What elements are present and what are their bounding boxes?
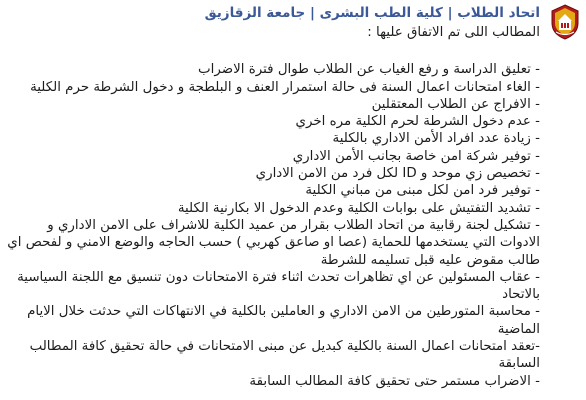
post-intro: المطالب اللى تم الاتفاق عليها : xyxy=(367,25,540,40)
demand-item: - الاضراب مستمر حتى تحقيق كافة المطالب السابقة xyxy=(249,373,540,389)
crest-icon xyxy=(550,4,580,40)
demand-item: - زيادة عدد افراد الأمن الاداري بالكلية xyxy=(332,131,540,147)
demand-item: - الافراج عن الطلاب المعتقلين xyxy=(371,96,540,112)
demands-list xyxy=(6,61,540,390)
demand-item: - تشكيل لجنة رقابية من اتحاد الطلاب بقرار من عميد الكلية للاشراف على الامن الاداري و الادوات التي يستخدمها للحماية (عصا او صاعق كهربي ) حسب الحاجه والوضع الامني و لفحص اي طالب مقوض عليه قبل تسليمه للشرطة xyxy=(7,217,540,268)
demand-item: - تشديد التفتيش على بوابات الكلية وعدم الدخول الا بكارنية الكلية xyxy=(177,200,540,216)
demand-item: - تخصيص زي موحد و ID لكل فرد من الامن الاداري xyxy=(255,166,540,182)
demand-item: - عقاب المسئولين عن اي تظاهرات تحدث اثناء فترة الامتحانات دون تنسيق مع اللجنة السياسية بالاتحاد xyxy=(17,269,540,303)
demand-item: -تعقد امتحانات اعمال السنة بالكلية كبديل عن مبنى الامتحانات في حالة تحقيق كافة المطالب السابقة xyxy=(29,339,540,372)
demand-item: - محاسبة المتورطين من الامن الاداري و العاملين بالكلية في الانتهاكات التي حدثت خلال الايام الماضية xyxy=(27,304,540,337)
student-union-logo-avatar[interactable] xyxy=(550,4,580,40)
post-body xyxy=(6,24,540,390)
demand-item: - الغاء امتحانات اعمال السنة فى حالة استمرار العنف و البلطجة و دخول الشرطة حرم الكلية xyxy=(30,79,540,95)
demand-item: - عدم دخول الشرطة لحرم الكلية مره اخري xyxy=(295,114,540,130)
demand-item: - توفير فرد امن لكل مبنى من مباني الكلية xyxy=(305,183,540,199)
demand-item: - توفير شركة امن خاصة بجانب الأمن الاداري xyxy=(292,148,540,164)
demand-item: - تعليق الدراسة و رفع الغياب عن الطلاب طوال فترة الاضراب xyxy=(198,62,540,78)
post-author-name[interactable]: اتحاد الطلاب | كلية الطب البشرى | جامعة الزقازيق xyxy=(204,5,540,21)
